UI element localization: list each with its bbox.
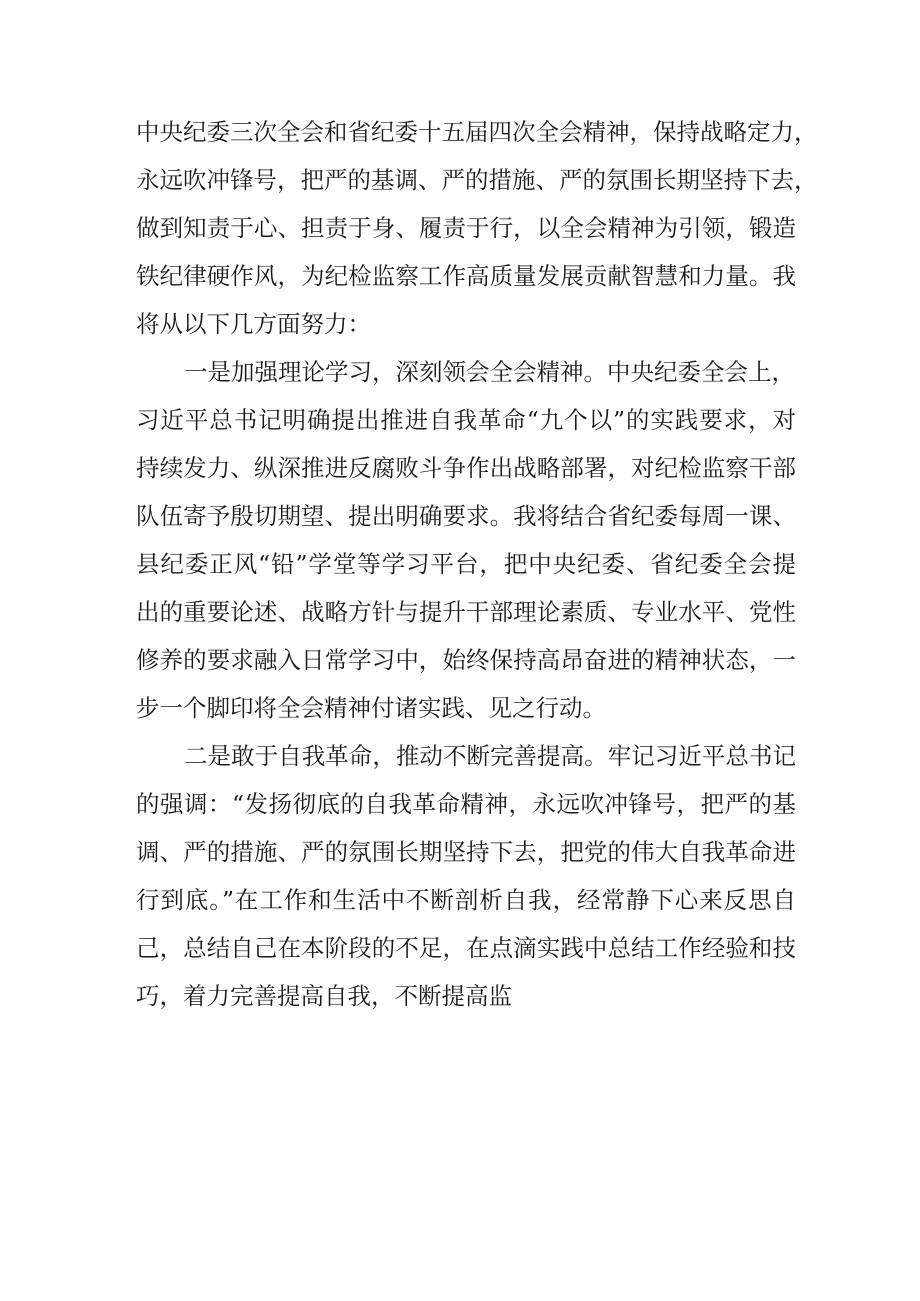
paragraph-point-one — [136, 348, 796, 732]
text-line: 出的重要论述、战略方针与提升干部理论素质、专业水平、党性 — [136, 598, 796, 626]
text-line: 行到底。”在工作和生活中不断剖析自我，经常静下心来反思自 — [136, 886, 796, 914]
text-line: 己，总结自己在本阶段的不足，在点滴实践中总结工作经验和技 — [136, 934, 796, 962]
text-line: 县纪委正风“铅”学堂等学习平台，把中央纪委、省纪委全会提 — [136, 550, 796, 578]
text-line: 习近平总书记明确提出推进自我革命“九个以”的实践要求，对 — [136, 406, 796, 434]
text-line: 中央纪委三次全会和省纪委十五届四次全会精神，保持战略定力， — [136, 118, 818, 146]
text-line: 步一个脚印将全会精神付诸实践、见之行动。 — [136, 694, 606, 722]
text-line: 的强调：“发扬彻底的自我革命精神，永远吹冲锋号，把严的基 — [136, 790, 796, 818]
paragraph-intro — [136, 108, 818, 348]
document-body — [136, 108, 818, 1020]
text-line: 二是敢于自我革命，推动不断完善提高。牢记习近平总书记 — [184, 742, 796, 770]
text-line: 调、严的措施、严的氛围长期坚持下去，把党的伟大自我革命进 — [136, 838, 796, 866]
text-line: 持续发力、纵深推进反腐败斗争作出战略部署，对纪检监察干部 — [136, 454, 796, 482]
text-line: 巧，着力完善提高自我，不断提高监 — [136, 982, 512, 1010]
text-line: 永远吹冲锋号，把严的基调、严的措施、严的氛围长期坚持下去， — [136, 166, 818, 194]
text-line: 一是加强理论学习，深刻领会全会精神。中央纪委全会上， — [184, 358, 795, 386]
text-line: 将从以下几方面努力： — [136, 310, 371, 338]
text-line: 队伍寄予殷切期望、提出明确要求。我将结合省纪委每周一课、 — [136, 502, 796, 530]
text-line: 做到知责于心、担责于身、履责于行，以全会精神为引领，锻造 — [136, 214, 796, 242]
text-line: 铁纪律硬作风，为纪检监察工作高质量发展贡献智慧和力量。我 — [136, 262, 796, 290]
paragraph-point-two — [136, 732, 796, 1020]
text-line: 修养的要求融入日常学习中，始终保持高昂奋进的精神状态，一 — [136, 646, 796, 674]
